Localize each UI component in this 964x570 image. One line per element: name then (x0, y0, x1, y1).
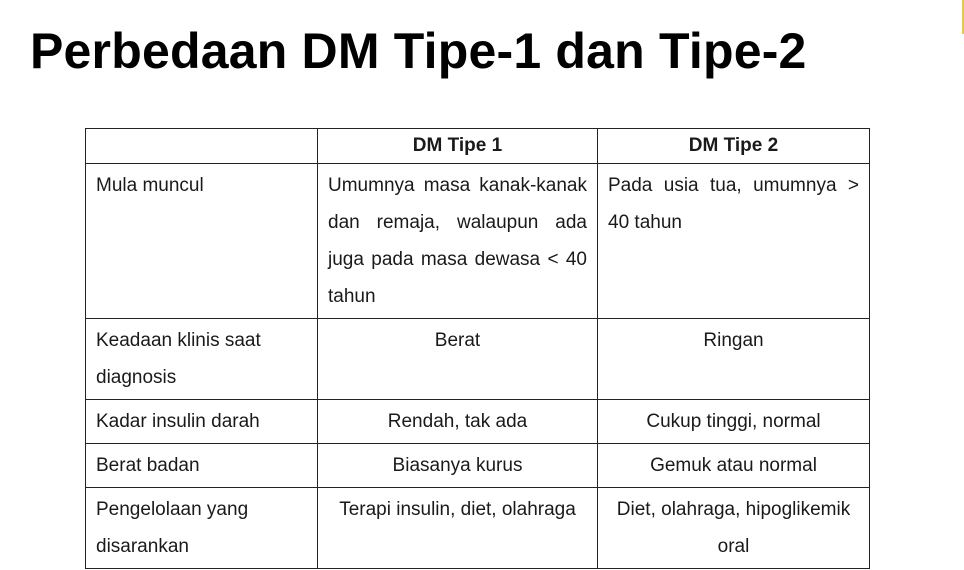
table-cell: Biasanya kurus (318, 444, 598, 488)
table-cell: Umumnya masa kanak-kanak dan remaja, walaupun ada juga pada masa dewasa < 40 tahun (318, 164, 598, 319)
table-row (86, 319, 870, 400)
row-label: Pengelolaan yang disarankan (86, 488, 318, 569)
row-label: Keadaan klinis saat diagnosis (86, 319, 318, 400)
table-header-row (86, 129, 870, 164)
header-cell-dm-tipe-1: DM Tipe 1 (318, 129, 598, 164)
row-label: Mula muncul (86, 164, 318, 319)
table-cell: Diet, olahraga, hipoglikemik oral (598, 488, 870, 569)
table-row (86, 400, 870, 444)
header-cell-empty (86, 129, 318, 164)
table-cell: Terapi insulin, diet, olahraga (318, 488, 598, 569)
corner-decoration (958, 0, 964, 34)
row-label: Berat badan (86, 444, 318, 488)
table-cell: Berat (318, 319, 598, 400)
table-cell: Pada usia tua, umumnya > 40 tahun (598, 164, 870, 319)
table-cell: Cukup tinggi, normal (598, 400, 870, 444)
header-cell-dm-tipe-2: DM Tipe 2 (598, 129, 870, 164)
table-row (86, 488, 870, 569)
slide-title: Perbedaan DM Tipe-1 dan Tipe-2 (30, 23, 807, 79)
table-cell: Rendah, tak ada (318, 400, 598, 444)
comparison-table (85, 128, 870, 569)
table-cell: Ringan (598, 319, 870, 400)
table-row (86, 444, 870, 488)
row-label: Kadar insulin darah (86, 400, 318, 444)
table-cell: Gemuk atau normal (598, 444, 870, 488)
table-row (86, 164, 870, 319)
